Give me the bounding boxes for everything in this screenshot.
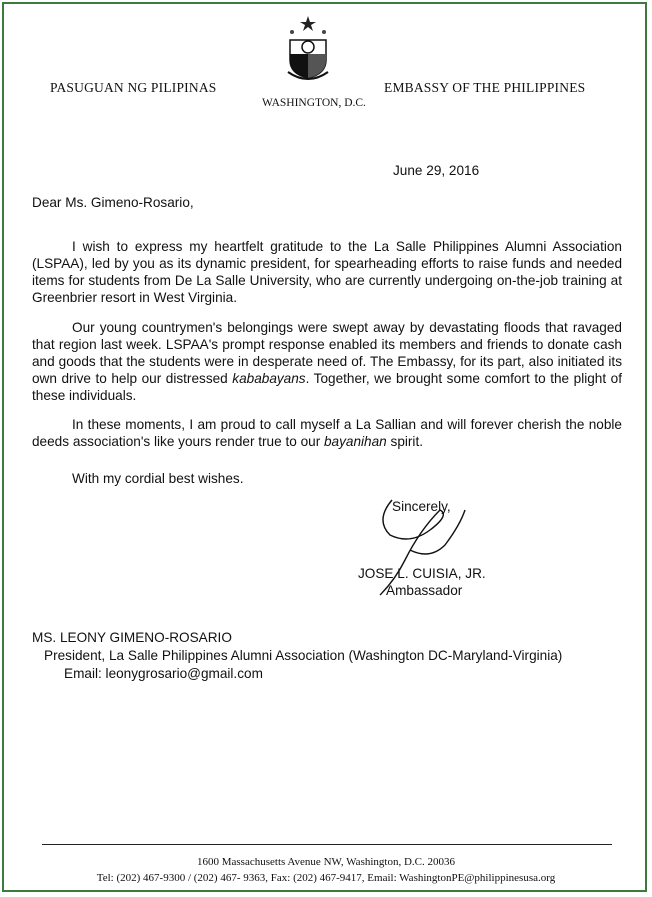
salutation: Dear Ms. Gimeno-Rosario, (32, 195, 194, 210)
footer-address: 1600 Massachusetts Avenue NW, Washington, D.C. 20036 (196, 856, 455, 868)
letter-date: June 29, 2016 (393, 163, 480, 178)
letterhead-left-title: PASUGUAN NG PILIPINAS (50, 80, 217, 95)
footer-divider (42, 844, 612, 845)
letterhead-right-title: EMBASSY OF THE PHILIPPINES (384, 80, 586, 95)
footer-contact: Tel: (202) 467-9300 / (202) 467- 9363, Fax: (202) 467-9417, Email: WashingtonPE@philippinesusa.org (96, 872, 556, 884)
philippine-seal-icon (278, 14, 338, 84)
recipient-position: President, La Salle Philippines Alumni Association (Washington DC-Maryland-Virginia) (44, 648, 563, 663)
signatory-title: Ambassador (386, 583, 463, 598)
letterhead-city: WASHINGTON, D.C. (262, 97, 366, 109)
paragraph-3: In these moments, I am proud to call myself a La Sallian and will forever cherish the noble deeds association's like yours render true to our bayanihan spirit. (32, 417, 622, 449)
paragraph-2: Our young countrymen's belongings were swept away by devastating floods that ravaged that region last week. LSPAA's prompt response enabled its members and friends to donate cash and goods that the students were in desperate need of. The Embassy, for its part, also initiated its own drive to help our distressed kababayans. Together, we brought some comfort to the plight of these individuals. (32, 320, 623, 403)
paragraph-1: I wish to express my heartfelt gratitude to the La Salle Philippines Alumni Association (LSPAA), led by you as its dynamic president, for spearheading efforts to raise funds and needed items for students from De La Salle University, who are currently undergoing on-the-job training at Greenbrier resort in West Virginia. (32, 239, 622, 305)
recipient-email: Email: leonygrosario@gmail.com (64, 666, 263, 681)
closing-wishes: With my cordial best wishes. (72, 471, 244, 486)
recipient-name: MS. LEONY GIMENO-ROSARIO (32, 630, 232, 645)
sign-off: Sincerely, (392, 499, 451, 514)
signatory-name: JOSE L. CUISIA, JR. (358, 566, 486, 581)
